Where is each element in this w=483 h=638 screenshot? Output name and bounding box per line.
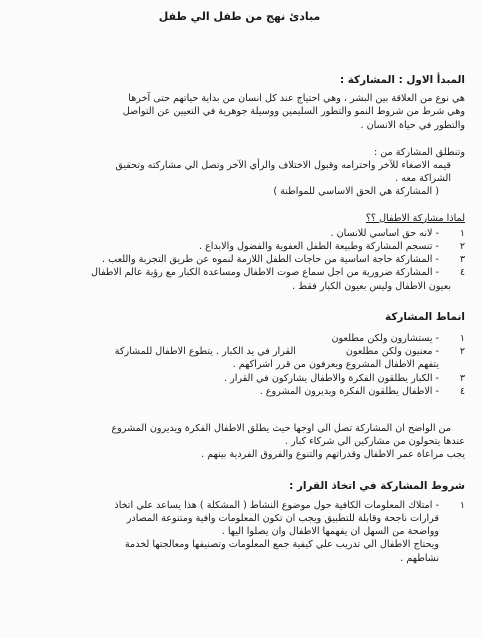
list-item <box>14 253 465 266</box>
section-heading-patterns: انماط المشاركة <box>385 310 465 323</box>
list-item <box>14 266 465 279</box>
paragraph-line: قرارات ناجحة وقابلة للتطبيق ويجب ان تكون المعلومات وافية ومتنوعة المصادر <box>126 513 439 525</box>
paragraph-line: نشاطهم . <box>400 552 439 564</box>
paragraph-line: ( المشاركة هي الحق الاساسي للمواطنة ) <box>273 186 439 198</box>
list-item-text: - يستشارون ولكن مطلعون <box>331 333 439 345</box>
section-participation <box>14 74 465 132</box>
list-item-text: - معنيون ولكن مطلعون <box>345 346 439 358</box>
section-participation-patterns <box>14 311 465 462</box>
list-item-number: ٣ <box>459 372 465 384</box>
list-item-number: ٢ <box>459 241 465 253</box>
paragraph-line: من الواضح ان المشاركة تصل الي اوجها حيث يطلق الاطفال الفكرة ويديرون المشروع <box>111 423 451 435</box>
list-item-text: - المشاركة حاجة اساسية من حاجات الطفل اللازمة لنموه عن طريق التجربة واللعب . <box>102 254 439 266</box>
list-item-number: ٤ <box>459 267 465 279</box>
list-item-number: ١ <box>459 333 465 345</box>
list-item-text: - امتلاك المعلومات الكافية حول موضوع النشاط ( المشكلة ) هذا يساعد علي اتخاذ <box>114 499 439 511</box>
list-item-number: ٢ <box>459 346 465 358</box>
list-item-continuation: بعيون الاطفال وليس بعيون الكبار فقط . <box>292 280 451 292</box>
list-item <box>14 345 465 358</box>
list-item <box>14 385 465 398</box>
section-participation-basis <box>14 146 465 199</box>
patterns-paragraph <box>14 422 465 462</box>
paragraph-line: وواضحة من السهل ان يفهمها الاطفال وان يصلوا اليها . <box>221 526 439 538</box>
list-item-text: - تنسجم المشاركة وطبيعة الطفل العفوية والفضول والابداع . <box>198 241 439 253</box>
section-why-children <box>14 212 465 293</box>
list-item-number: ٤ <box>459 385 465 397</box>
list-item-text: - الاطفال يطلقون الفكرة ويديرون المشروع . <box>259 385 439 397</box>
page-title: مبادئ نهج من طفل الي طفل <box>158 10 321 23</box>
paragraph-line: والتطور في حياة الانسان . <box>360 119 465 131</box>
list-item <box>14 499 465 512</box>
paragraph-line: وهي شرط من شروط النمو والتطور السليمين ووسيلة جوهرية في التعيين عن التواصل <box>122 106 465 118</box>
list-item <box>14 227 465 240</box>
paragraph-line: عندها يتحولون من مشاركين الي شركاء كبار . <box>284 436 465 448</box>
list-item-number <box>439 358 465 371</box>
paragraph-line: الشراكة معه . <box>395 173 451 185</box>
list-item-number: ١ <box>459 227 465 239</box>
list-item-number: ٣ <box>459 254 465 266</box>
paragraph-line: قيمه الاصغاء للآخر واحترامه وقبول الاختلاف والرأي الآخر وتصل الي مشاركته وتحقيق <box>115 160 451 172</box>
list-item-text: - لانه حق اساسي للانسان . <box>330 227 439 239</box>
section-decision-conditions <box>14 480 465 565</box>
list-item <box>14 332 465 345</box>
section-heading-principle-one: المبدأ الاول : المشاركة : <box>339 74 465 86</box>
paragraph-line: هي نوع من العلاقة بين البشر ، وهي احتياج عند كل انسان من بداية حياتهم حتى آخرها <box>128 93 465 105</box>
list-item-text: يتفهم الاطفال المشروع ويعرفون من قرر اشراكهم . <box>232 359 439 371</box>
section-heading-why: لماذا مشاركة الاطفال ؟؟ <box>365 212 465 224</box>
paragraph-line: ويحتاج الاطفال الي تدريب علي كيفية جمع المعلومات وتصنيفها ومعالجتها لخدمة <box>124 539 439 551</box>
list-item <box>14 358 465 371</box>
list-item-text: - الكبار يطلقون الفكرة والاطفال يشاركون في القرار . <box>224 372 439 384</box>
list-item-text: - المشاركة ضرورية من اجل سماع صوت الاطفال ومساعدة الكبار مع رؤية عالم الاطفال <box>91 267 439 279</box>
section-heading-conditions: شروط المشاركة في اتخاذ القرار : <box>289 479 465 492</box>
list-item <box>14 240 465 253</box>
list-item-note: القرار في يد الكبار . يتطوع الاطفال للمشاركة <box>114 346 296 358</box>
basis-intro: وتنطلق المشاركة من : <box>373 146 465 158</box>
list-item-number: ١ <box>459 499 465 511</box>
paragraph-line: يجب مراعاة عمر الاطفال وقدراتهم والتنوع والفروق الفردية بينهم . <box>201 449 465 461</box>
list-item <box>14 372 465 385</box>
document-page <box>0 10 483 638</box>
